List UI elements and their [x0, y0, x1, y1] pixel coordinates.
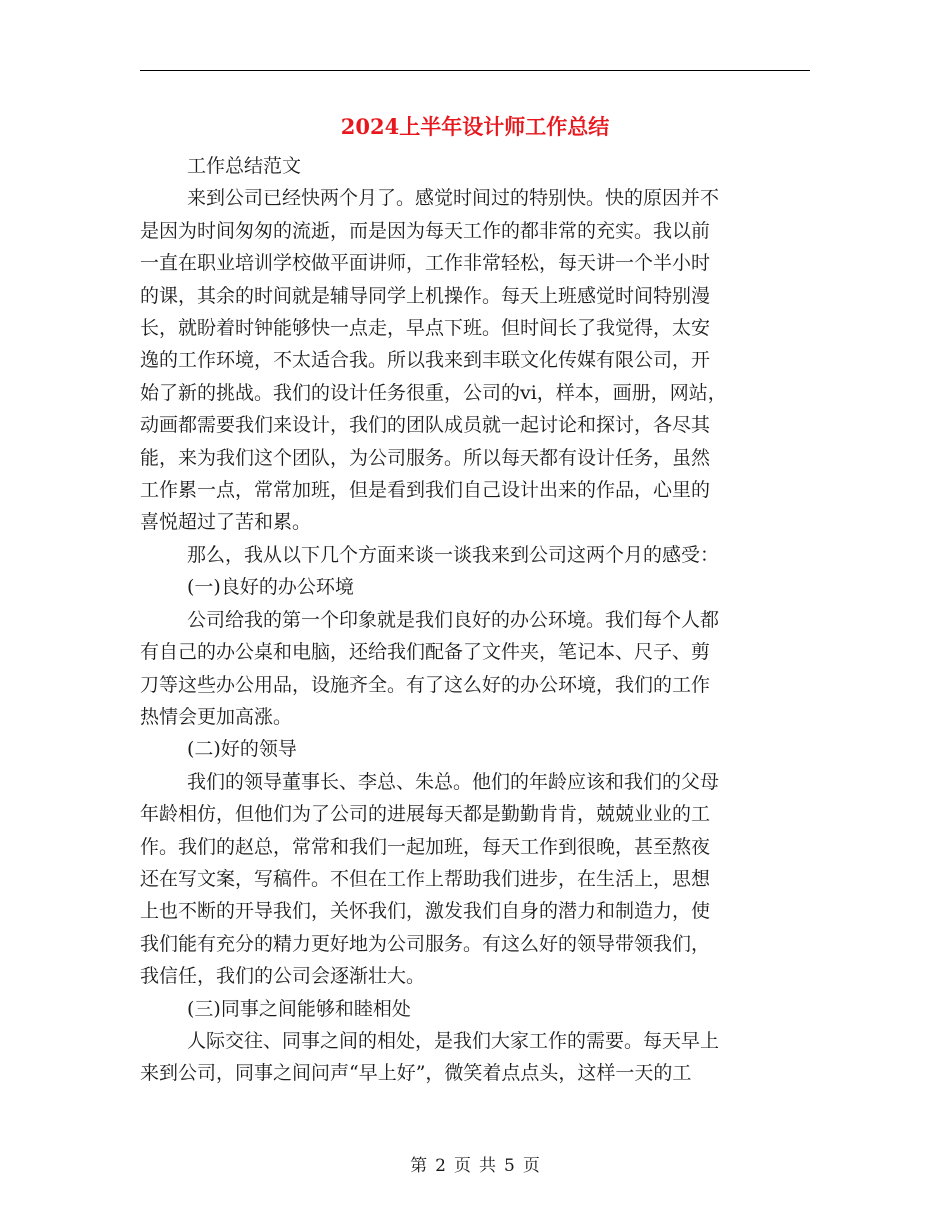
text-line: 热情会更加高涨。	[140, 705, 293, 728]
document-title: 2024上半年设计师工作总结	[340, 114, 610, 139]
text-line: 那么，我从以下几个方面来谈一谈我来到公司这两个月的感受：	[187, 543, 720, 566]
text-line: 年龄相仿，但他们为了公司的进展每天都是勤勤肯肯，兢兢业业的工	[140, 803, 711, 826]
text-line: 逸的工作环境，不太适合我。所以我来到丰联文化传媒有限公司，开	[140, 349, 711, 372]
text-line: 长，就盼着时钟能够快一点走，早点下班。但时间长了我觉得，太安	[140, 317, 711, 340]
text-line: 我信任，我们的公司会逐渐壮大。	[140, 965, 426, 988]
text-line: 始了新的挑战。我们的设计任务很重，公司的vi，样本，画册，网站，	[140, 381, 727, 404]
paragraph	[140, 604, 810, 734]
text-line: 一直在职业培训学校做平面讲师，工作非常轻松，每天讲一个半小时	[140, 252, 711, 275]
document-body	[140, 150, 810, 1090]
paragraph	[140, 1025, 810, 1090]
text-line: 人际交往、同事之间的相处，是我们大家工作的需要。每天早上	[187, 1029, 720, 1052]
paragraph	[140, 150, 810, 182]
text-line: (二)好的领导	[187, 738, 297, 761]
footer-total-prefix: 共	[479, 1156, 496, 1176]
text-line: 上也不断的开导我们，关怀我们，激发我们自身的潜力和制造力，使	[140, 900, 711, 923]
text-line: 来到公司已经快两个月了。感觉时间过的特别快。快的原因并不	[187, 187, 720, 210]
text-line: 能，来为我们这个团队，为公司服务。所以每天都有设计任务，虽然	[140, 446, 711, 469]
text-line: 喜悦超过了苦和累。	[140, 511, 312, 534]
footer-page-label: 页	[454, 1156, 471, 1176]
footer-prefix: 第	[410, 1156, 428, 1176]
footer-total-pages: 5	[504, 1156, 515, 1176]
text-line: 作。我们的赵总，常常和我们一起加班，每天工作到很晚，甚至熬夜	[140, 835, 711, 858]
text-line: 是因为时间匆匆的流逝，而是因为每天工作的都非常的充实。我以前	[140, 219, 711, 242]
text-line: 有自己的办公桌和电脑，还给我们配备了文件夹，笔记本、尺子、剪	[140, 641, 711, 664]
paragraph	[140, 733, 810, 765]
text-line: 的课，其余的时间就是辅导同学上机操作。每天上班感觉时间特别漫	[140, 284, 711, 307]
text-line: 我们的领导董事长、李总、朱总。他们的年龄应该和我们的父母	[187, 770, 720, 793]
paragraph	[140, 571, 810, 603]
text-line: 还在写文案，写稿件。不但在工作上帮助我们进步，在生活上，思想	[140, 867, 711, 890]
text-line: 公司给我的第一个印象就是我们良好的办公环境。我们每个人都	[187, 608, 720, 631]
paragraph	[140, 766, 810, 993]
footer-page-number: 2	[435, 1156, 446, 1176]
text-line: 我们能有充分的精力更好地为公司服务。有这么好的领导带领我们，	[140, 932, 711, 955]
text-line: (三)同事之间能够和睦相处	[187, 997, 411, 1020]
footer-total-suffix: 页	[522, 1156, 540, 1176]
paragraph	[140, 182, 810, 538]
text-line: 工作累一点，常常加班，但是看到我们自己设计出来的作品，心里的	[140, 479, 711, 502]
header-rule	[140, 70, 810, 71]
text-line: 工作总结范文	[187, 155, 302, 177]
text-line: 刀等这些办公用品，设施齐全。有了这么好的办公环境，我们的工作	[140, 673, 711, 696]
text-line: 来到公司，同事之间问声“早上好”，微笑着点点头，这样一天的工	[140, 1062, 692, 1085]
text-line: 动画都需要我们来设计，我们的团队成员就一起讨论和探讨，各尽其	[140, 414, 711, 437]
page-footer	[0, 1154, 950, 1178]
text-line: (一)良好的办公环境	[187, 576, 354, 599]
paragraph	[140, 993, 810, 1025]
paragraph	[140, 539, 810, 571]
